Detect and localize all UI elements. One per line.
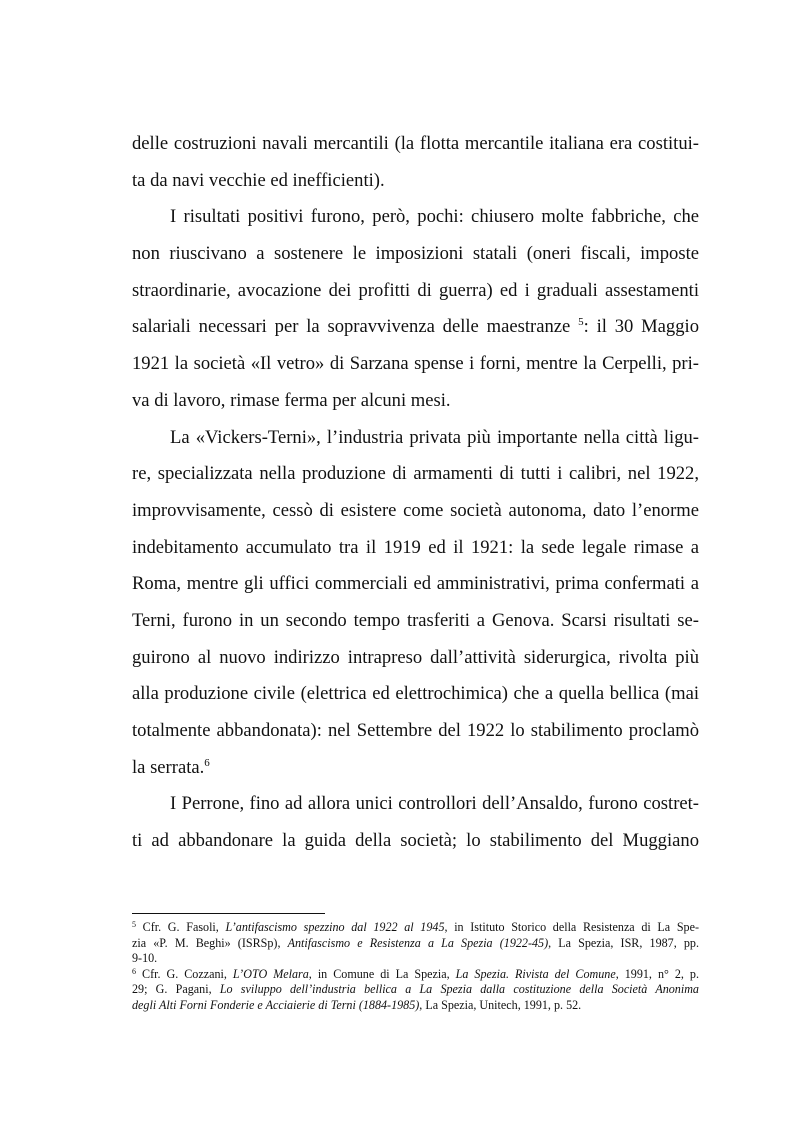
footnote-text: Cfr. G. Cozzani, bbox=[136, 966, 233, 981]
footnote-number: 5 bbox=[132, 920, 136, 929]
text-line: totalmente abbandonata): nel Settembre del 1922 lo stabilimento proclamò bbox=[132, 720, 699, 741]
text-line: va di lavoro, rimase ferma per alcuni mesi. bbox=[132, 389, 451, 411]
text-line: improvvisamente, cessò di esistere come società autonoma, dato l’enorme bbox=[132, 499, 699, 521]
paragraph bbox=[132, 126, 699, 199]
footnote-text: , 1991, n° 2, p. bbox=[615, 966, 699, 981]
text-line: 1921 la società «Il vetro» di Sarzana spense i forni, mentre la Cerpelli, pri- bbox=[132, 353, 699, 375]
text-line: I Perrone, fino ad allora unici controllori dell’Ansaldo, furono costret- bbox=[170, 793, 699, 815]
footnote-line bbox=[132, 920, 699, 936]
text-line: non riuscivano a sostenere le imposizioni statali (oneri fiscali, imposte bbox=[132, 243, 699, 265]
footnotes bbox=[132, 920, 699, 1013]
text-line: alla produzione civile (elettrica ed elettrochimica) che a quella bellica (mai bbox=[132, 683, 699, 705]
footnote-text: Cfr. G. Fasoli, bbox=[136, 920, 226, 934]
text-line: ti ad abbandonare la guida della società; lo stabilimento del Muggiano bbox=[132, 830, 699, 852]
text-line: I risultati positivi furono, però, pochi: chiusero molte fabbriche, che bbox=[170, 206, 699, 228]
text-run: la serrata. bbox=[132, 756, 205, 778]
footnote-6 bbox=[132, 967, 699, 1014]
footnote-separator bbox=[132, 913, 325, 914]
text-line: guirono al nuovo indirizzo intrapreso dall’attività siderurgica, rivolta più bbox=[132, 646, 699, 668]
footnote-line bbox=[132, 951, 699, 967]
footnote-title: Lo sviluppo dell’industria bellica a La Spezia dalla costituzione della Società Anonima bbox=[219, 982, 699, 996]
footnote-text: 9-10. bbox=[132, 951, 158, 965]
footnote-text: , La Spezia, ISR, 1987, pp. bbox=[548, 935, 699, 950]
footnote-line bbox=[132, 998, 699, 1014]
text-line: re, specializzata nella produzione di armamenti di tutti i calibri, nel 1922, bbox=[132, 463, 699, 485]
text-line: La «Vickers-Terni», l’industria privata più importante nella città ligu- bbox=[170, 426, 699, 448]
text-line: indebitamento accumulato tra il 1919 ed il 1921: la sede legale rimase a bbox=[132, 536, 699, 558]
text-line: Roma, mentre gli uffici commerciali ed amministrativi, prima confermati a bbox=[132, 573, 699, 595]
text-run: : il 30 Maggio bbox=[583, 316, 699, 338]
footnote-5 bbox=[132, 920, 699, 967]
text-line: Terni, furono in un secondo tempo trasferiti a Genova. Scarsi risultati se- bbox=[132, 609, 699, 631]
footnote-title: L’OTO Melara bbox=[232, 966, 309, 981]
text-line: straordinarie, avocazione dei profitti di guerra) ed i graduali assestamenti bbox=[132, 279, 699, 301]
text-run: salariali necessari per la sopravvivenza delle maestranze bbox=[132, 316, 579, 338]
footnote-number: 6 bbox=[132, 966, 136, 976]
text-line: ta da navi vecchie ed inefficienti). bbox=[132, 169, 385, 191]
body-text bbox=[132, 126, 699, 860]
footnote-line bbox=[132, 982, 699, 998]
footnote-reference: 5 bbox=[578, 316, 584, 329]
text-line bbox=[132, 750, 699, 787]
footnote-title: La Spezia. Rivista del Comune bbox=[455, 966, 616, 981]
footnote-text: , in Istituto Storico della Resistenza di La Spe- bbox=[444, 920, 700, 934]
paragraph bbox=[132, 420, 699, 787]
footnote-title: L’antifascismo spezzino dal 1922 al 1945 bbox=[225, 920, 445, 934]
footnote-title: degli Alti Forni Fonderie e Acciaierie di Terni (1884-1985) bbox=[132, 997, 420, 1012]
footnote-line bbox=[132, 967, 699, 983]
paragraph bbox=[132, 199, 699, 419]
footnote-reference: 6 bbox=[204, 756, 210, 769]
footnote-text: , in Comune di La Spezia, bbox=[308, 966, 456, 981]
text-line: delle costruzioni navali mercantili (la flotta mercantile italiana era costitui- bbox=[132, 133, 699, 154]
footnote-text: 29; G. Pagani, bbox=[132, 982, 220, 996]
footnote-text: zia «P. M. Beghi» (ISRSp), bbox=[132, 935, 288, 950]
text-line bbox=[132, 309, 699, 346]
footnote-line bbox=[132, 936, 699, 952]
footnote-text: , La Spezia, Unitech, 1991, p. 52. bbox=[419, 997, 582, 1012]
paragraph bbox=[132, 786, 699, 859]
footnote-title: Antifascismo e Resistenza a La Spezia (1922-45) bbox=[287, 935, 549, 950]
